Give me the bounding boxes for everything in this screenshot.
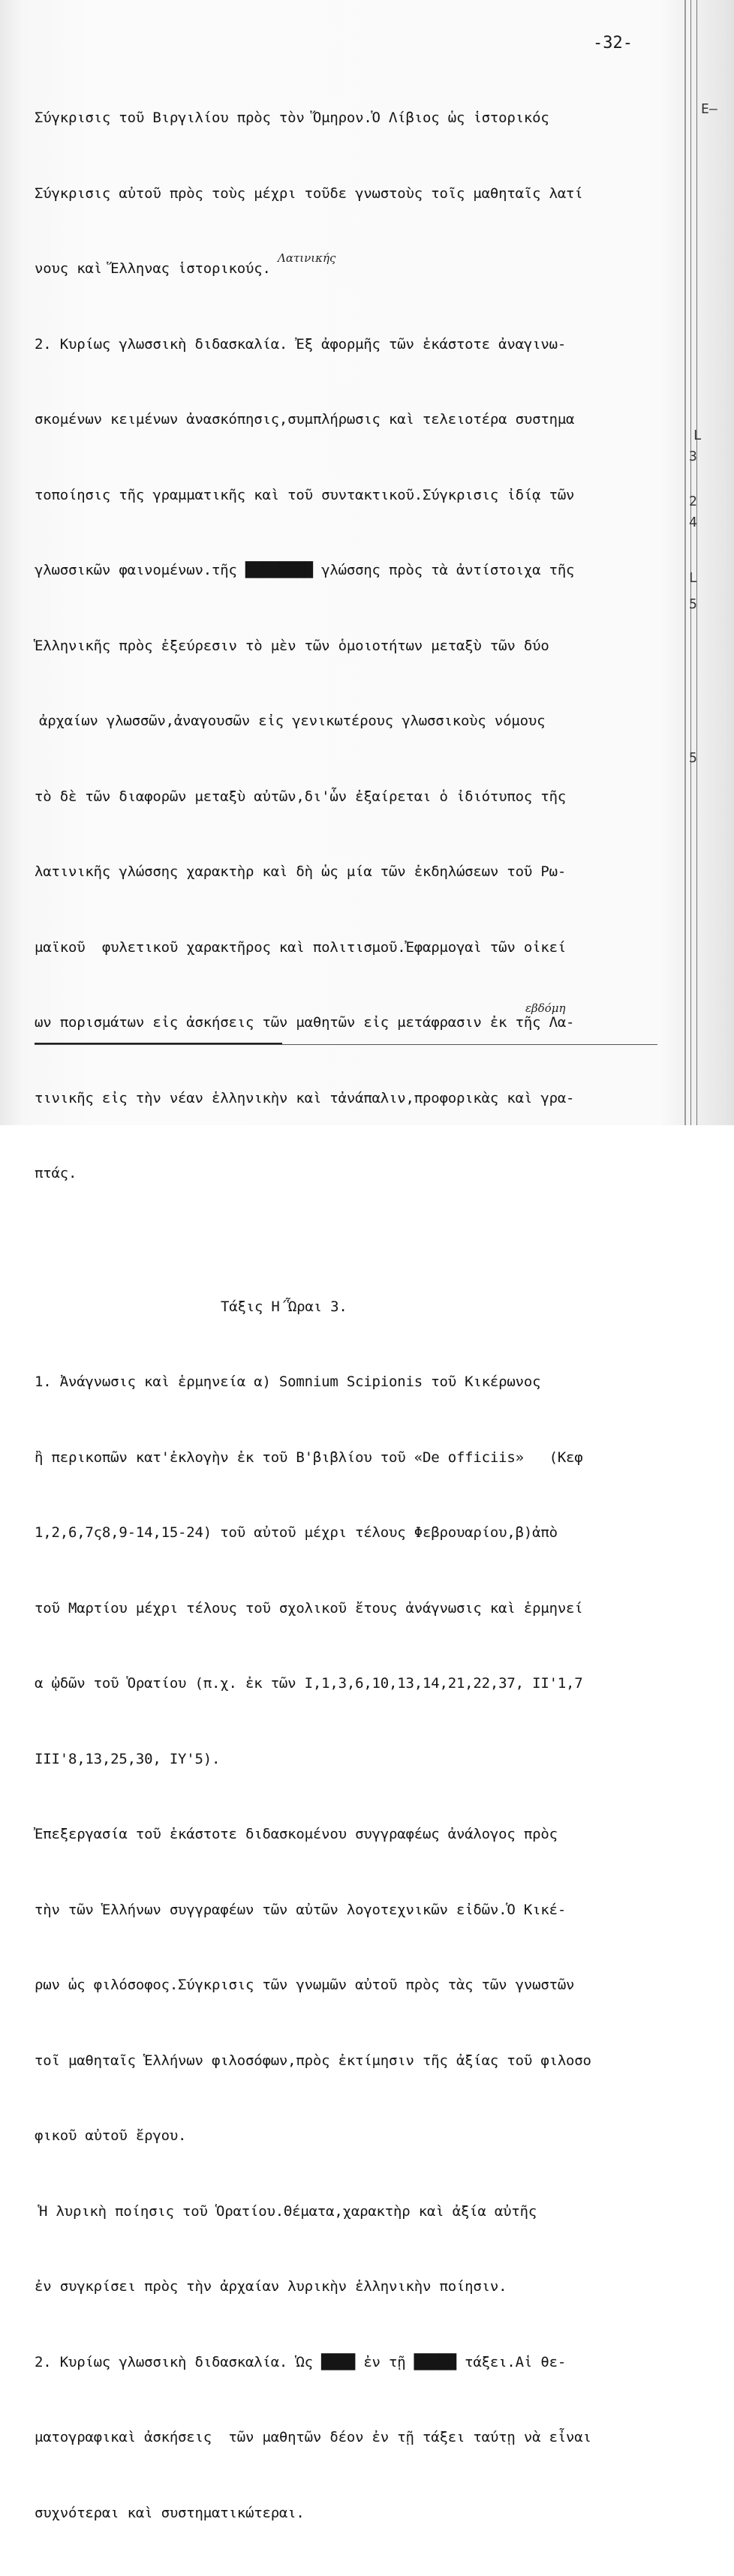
document-body [35, 56, 684, 2576]
margin-mark: Ε— [701, 101, 717, 117]
text-line: τινικῆς εἰς τὴν νέαν ἑλληνικὴν καὶ τἀνάπαλιν,προφορικὰς καὶ γρα- [35, 1089, 575, 1106]
margin-mark: L [689, 570, 697, 586]
text-line: λατινικῆς γλώσσης χαρακτὴρ καὶ δὴ ὡς μία τῶν ἐκδηλώσεων τοῦ Ρω- [35, 863, 567, 880]
section-heading: 1. Ἀνάγνωσις καὶ ἑρμηνεία α) Somnium Scipionis τοῦ Κικέρωνος [35, 1374, 541, 1390]
margin-mark: 2 [689, 494, 697, 509]
margin-mark: 3 [689, 449, 697, 464]
strip-rule [690, 0, 691, 1125]
section-heading: 2. Κυρίως γλωσσικὴ διδασκαλία. Ὡς ████ ἐν τῇ █████ τάξει.Αἱ θε- [35, 2353, 567, 2370]
margin-mark: 5 [689, 596, 697, 612]
text-line: ἐν συγκρίσει πρὸς τὴν ἀρχαίαν λυρικὴν ἑλληνικὴν ποίησιν. [35, 2278, 507, 2295]
text-line: τοῦ Μαρτίου μέχρι τέλους τοῦ σχολικοῦ ἔτους ἀνάγνωσις καὶ ἑρμηνεί [35, 1599, 583, 1617]
text-line: τὸ δὲ τῶν διαφορῶν μεταξὺ αὐτῶν,δι'ὧν ἐξαίρεται ὁ ἰδιότυπος τῆς [35, 788, 567, 805]
text-line: γλωσσικῶν φαινομένων.τῆς ████████ γλώσσης πρὸς τὰ ἀντίστοιχα τῆς [35, 562, 575, 578]
text-line: συχνότεραι καὶ συστηματικώτεραι. [35, 2504, 305, 2521]
text-line: φικοῦ αὐτοῦ ἔργου. [35, 2127, 187, 2144]
page-number: -32- [593, 34, 633, 53]
text-line: Ἐπεξεργασία τοῦ ἑκάστοτε διδασκομένου συγγραφέως ἀνάλογος πρὸς [35, 1826, 558, 1842]
text-line: Σύγκρισις αὐτοῦ πρὸς τοὺς μέχρι τοῦδε γνωστοὺς τοῖς μαθηταῖς λατί [35, 185, 583, 202]
handwritten-note: εβδόμη [525, 1001, 566, 1015]
text-line: τοῖ μαθηταῖς Ἑλλήνων φιλοσόφων,πρὸς ἐκτίμησιν τῆς ἀξίας τοῦ φιλοσο [35, 2052, 591, 2069]
text-line: 1,2,6,7ς8,9-14,15-24) τοῦ αὐτοῦ μέχρι τέλους Φεβρουαρίου,β)ἀπὸ [35, 1524, 558, 1541]
text-line: α ᾠδῶν τοῦ Ὁρατίου (π.χ. ἐκ τῶν Ι,1,3,6,10,13,14,21,22,37, ΙΙ'1,7 [35, 1675, 583, 1692]
adjacent-page-strip [684, 0, 734, 1125]
text-line: νους καὶ Ἕλληνας ἱστορικούς. [35, 260, 271, 277]
margin-mark: 4 [689, 515, 697, 530]
handwritten-note: Λατινικής [278, 251, 336, 265]
text-line: ρων ὡς φιλόσοφος.Σύγκρισις τῶν γνωμῶν αὐτοῦ πρὸς τὰς τῶν γνωστῶν [35, 1977, 575, 1993]
strip-rule [696, 0, 697, 1125]
section-heading: 2. Κυρίως γλωσσικὴ διδασκαλία. Ἐξ ἀφορμῆς τῶν ἑκάστοτε ἀναγινω- [35, 335, 567, 353]
text-line: πτάς. [35, 1165, 77, 1181]
text-line: μαϊκοῦ φυλετικοῦ χαρακτῆρος καὶ πολιτισμοῦ.Ἐφαρμογαὶ τῶν οἰκεί [35, 938, 567, 956]
text-line: σκομένων κειμένων ἀνασκόπησις,συμπλήρωσις καὶ τελειοτέρα συστημα [35, 411, 575, 428]
margin-mark: L [693, 428, 702, 443]
text-line: Ἡ λυρικὴ ποίησις τοῦ Ὁρατίου.Θέματα,χαρακτὴρ καὶ ἀξία αὐτῆς [39, 2202, 537, 2220]
margin-mark: 5 [689, 750, 697, 766]
text-line: ἀρχαίων γλωσσῶν,ἀναγουσῶν εἰς γενικωτέρους γλωσσικοὺς νόμους [39, 713, 546, 729]
text-line: τὴν τῶν Ἑλλήνων συγγραφέων τῶν αὐτῶν λογοτεχνικῶν εἰδῶν.Ὁ Κικέ- [35, 1901, 567, 1918]
text-line: Σύγκρισις τοῦ Βιργιλίου πρὸς τὸν Ὅμηρον.Ὁ Λίβιος ὡς ἱστορικός [35, 110, 549, 126]
class-heading: Τάξις Η΄Ὧραι 3. [221, 1298, 347, 1315]
text-line: τοποίησις τῆς γραμματικῆς καὶ τοῦ συντακτικοῦ.Σύγκρισις ἰδίᾳ τῶν [35, 486, 575, 503]
text-line: ΙΙΙ'8,13,25,30, ΙΥ'5). [35, 1750, 221, 1767]
text-line: Ἑλληνικῆς πρὸς ἐξεύρεσιν τὸ μὲν τῶν ὁμοιοτήτων μεταξὺ τῶν δύο [35, 637, 549, 654]
text-line: ων πορισμάτων εἰς ἀσκήσεις τῶν μαθητῶν εἰς μετάφρασιν ἐκ τῆς Λα- [35, 1014, 575, 1031]
text-line: ἢ περικοπῶν κατ'ἐκλογὴν ἐκ τοῦ Β'βιβλίου τοῦ «De officiis» (Κεφ [35, 1449, 583, 1466]
text-line: ματογραφικαὶ ἀσκήσεις τῶν μαθητῶν δέον ἐν τῇ τάξει ταύτῃ νὰ εἶναι [35, 2429, 591, 2445]
